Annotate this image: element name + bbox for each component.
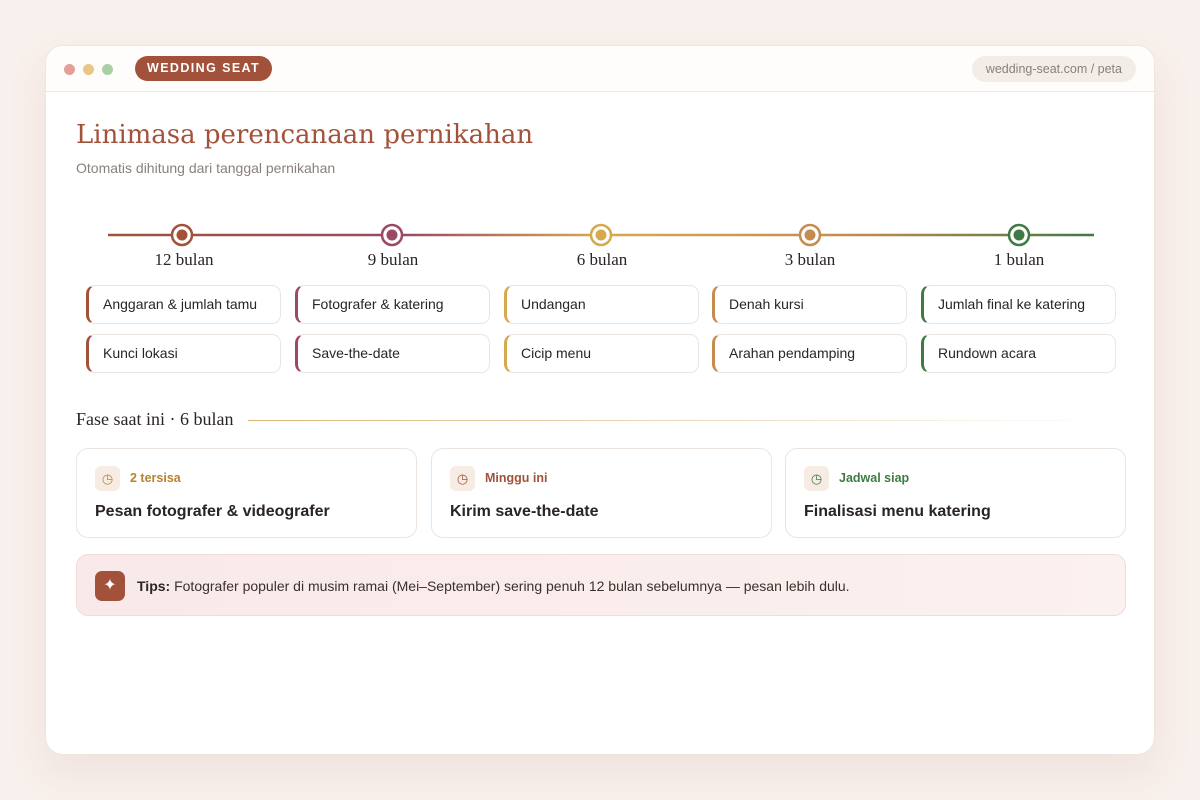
task-card[interactable]: Save-the-date	[295, 334, 490, 373]
brand-badge: WEDDING SEAT	[135, 56, 272, 81]
task-card[interactable]: Jumlah final ke katering	[921, 285, 1116, 324]
action-status-badge: 2 tersisa	[130, 471, 181, 485]
task-card[interactable]: Fotografer & katering	[295, 285, 490, 324]
current-phase-title: Fase saat ini · 6 bulan	[76, 409, 234, 429]
phase-divider	[248, 420, 1078, 421]
milestone-dot-center	[596, 230, 607, 241]
window-titlebar	[46, 46, 1154, 92]
action-status-badge: Jadwal siap	[839, 471, 910, 485]
page-title: Linimasa perencanaan pernikahan	[76, 120, 534, 150]
url-bar[interactable]: wedding-seat.com / peta	[972, 56, 1136, 82]
page-subtitle: Otomatis dihitung dari tanggal pernikahan	[76, 160, 336, 176]
milestone-dot-center	[1014, 230, 1025, 241]
task-card[interactable]: Undangan	[504, 285, 699, 324]
timeline-track	[46, 211, 1155, 251]
clock-icon: ◷	[95, 466, 120, 491]
app-window	[45, 45, 1155, 755]
task-card[interactable]: Arahan pendamping	[712, 334, 907, 373]
window-minimize-dot[interactable]	[83, 64, 94, 75]
action-card[interactable]	[785, 448, 1126, 538]
action-title: Kirim save-the-date	[450, 503, 599, 520]
window-close-dot[interactable]	[64, 64, 75, 75]
milestone-label: 9 bulan	[367, 250, 419, 269]
clock-icon: ◷	[450, 466, 475, 491]
task-card[interactable]: Cicip menu	[504, 334, 699, 373]
milestone-label: 6 bulan	[576, 250, 628, 269]
action-title: Finalisasi menu katering	[804, 503, 991, 520]
task-card[interactable]: Rundown acara	[921, 334, 1116, 373]
tips-label: Tips:	[137, 578, 171, 594]
milestone-label: 1 bulan	[993, 250, 1045, 269]
task-card[interactable]: Kunci lokasi	[86, 334, 281, 373]
tips-message: Fotografer populer di musim ramai (Mei–September) sering penuh 12 bulan sebelumnya — pesan lebih dulu.	[170, 578, 850, 594]
action-card[interactable]	[431, 448, 772, 538]
milestone-dot-center	[805, 230, 816, 241]
action-status-badge: Minggu ini	[485, 471, 548, 485]
action-title: Pesan fotografer & videografer	[95, 503, 330, 520]
tips-text	[137, 578, 850, 594]
window-maximize-dot[interactable]	[102, 64, 113, 75]
task-card[interactable]: Denah kursi	[712, 285, 907, 324]
action-card[interactable]	[76, 448, 417, 538]
milestone-label: 12 bulan	[154, 250, 214, 269]
sparkle-icon: ✦	[95, 571, 125, 601]
clock-icon: ◷	[804, 466, 829, 491]
milestone-dot-center	[177, 230, 188, 241]
milestone-dot-center	[387, 230, 398, 241]
milestone-label: 3 bulan	[784, 250, 836, 269]
tips-banner	[76, 554, 1126, 616]
task-card[interactable]: Anggaran & jumlah tamu	[86, 285, 281, 324]
